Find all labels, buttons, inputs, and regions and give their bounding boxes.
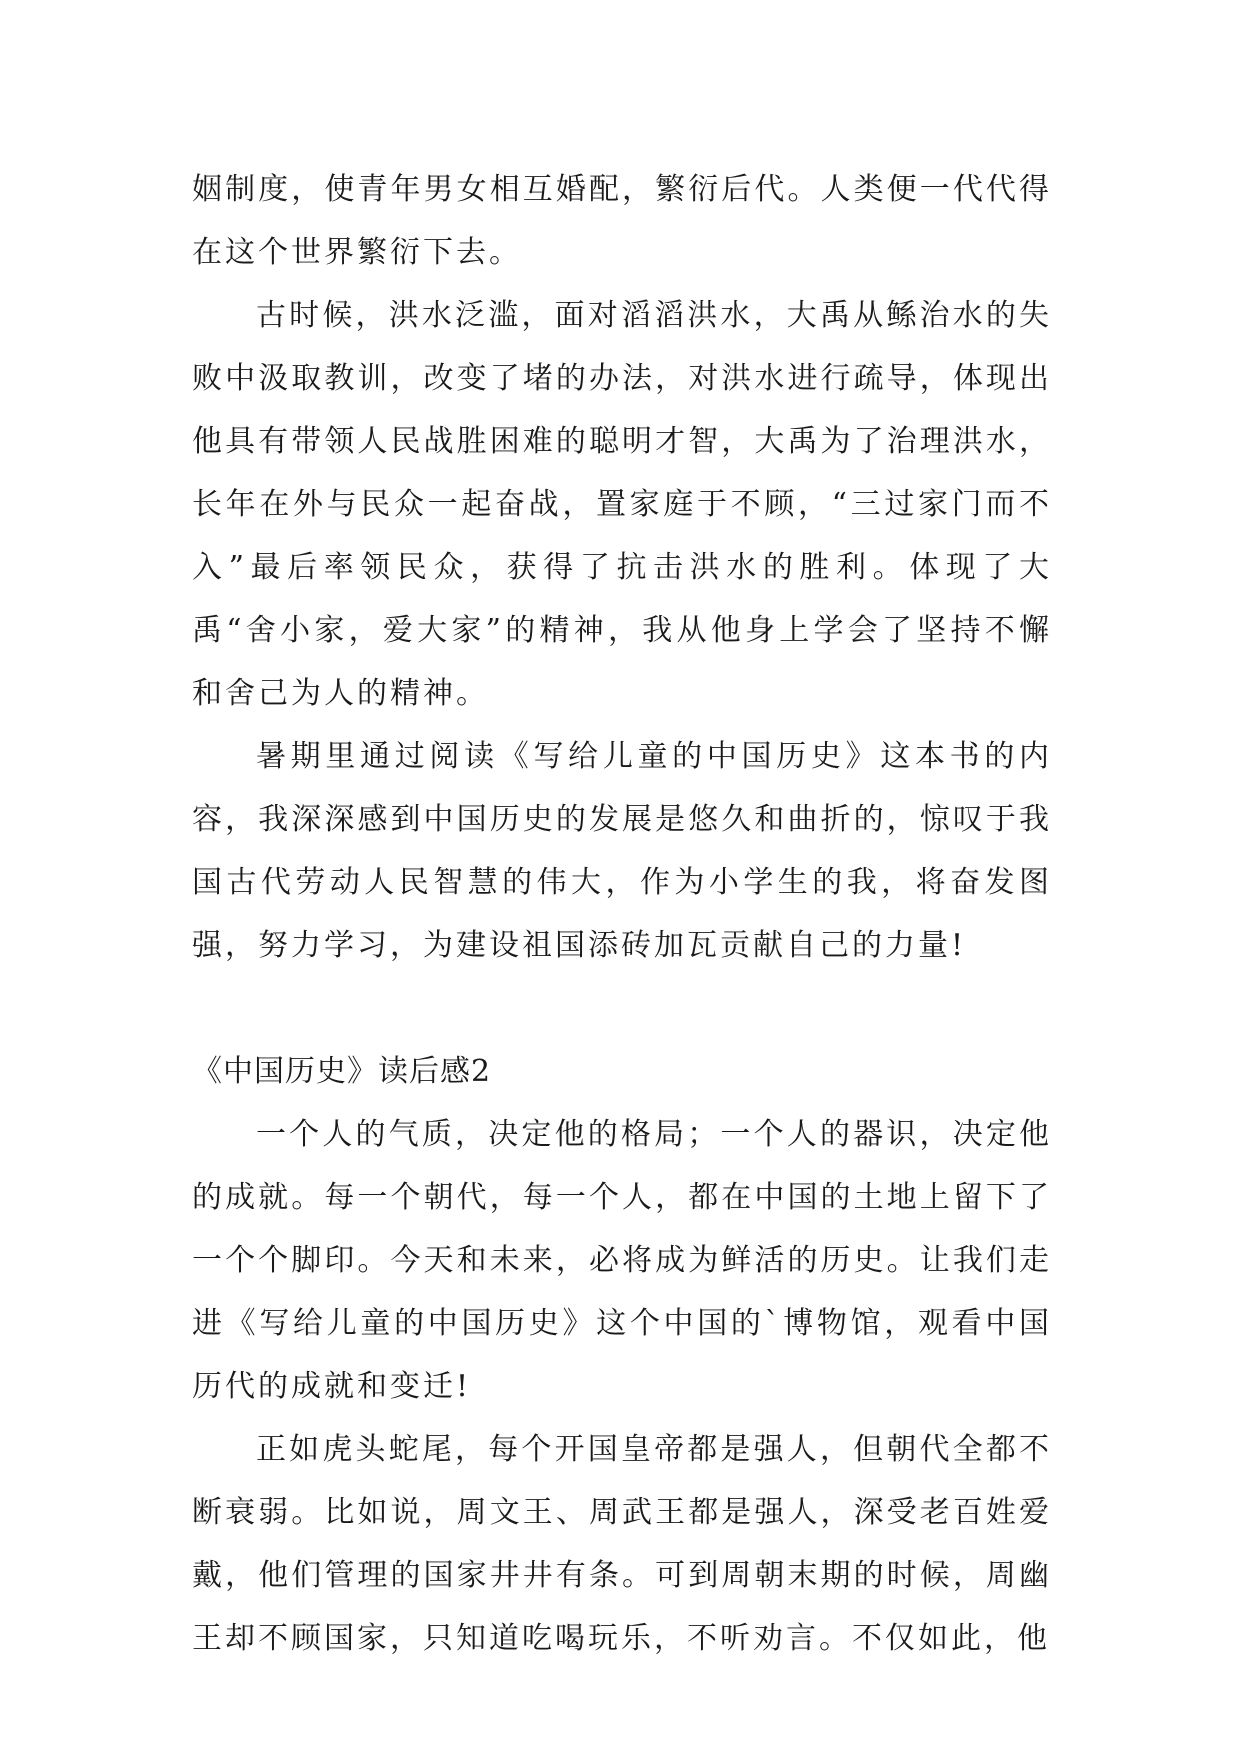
document-body [192,158,1052,1670]
paragraph-dynasty-decline: 正如虎头蛇尾，每个开国皇帝都是强人，但朝代全都不断衰弱。比如说，周文王、周武王都是强人，深受老百姓爱戴，他们管理的国家井井有条。可到周朝末期的时候，周幽王却不顾国家，只知道吃喝玩乐，不听劝言。不仅如此，他 [192,1432,1052,1656]
section-heading: 《中国历史》读后感2 [192,1054,492,1089]
paragraph-temperament: 一个人的气质，决定他的格局；一个人的器识，决定他的成就。每一个朝代，每一个人，都在中国的土地上留下了一个个脚印。今天和未来，必将成为鲜活的历史。让我们走进《写给儿童的中国历史》这个中国的`博物馆，观看中国历代的成就和变迁! [192,1117,1052,1404]
paragraph-marriage-system: 姻制度，使青年男女相互婚配，繁衍后代。人类便一代代得在这个世界繁衍下去。 [192,172,1052,270]
section-spacer [192,977,1052,1040]
paragraph-summer-reading: 暑期里通过阅读《写给儿童的中国历史》这本书的内容，我深深感到中国历史的发展是悠久和曲折的，惊叹于我国古代劳动人民智慧的伟大，作为小学生的我，将奋发图强，努力学习，为建设祖国添砖加瓦贡献自己的力量! [192,739,1052,963]
paragraph-dayu-flood-control: 古时候，洪水泛滥，面对滔滔洪水，大禹从鲧治水的失败中汲取教训，改变了堵的办法，对洪水进行疏导，体现出他具有带领人民战胜困难的聪明才智，大禹为了治理洪水，长年在外与民众一起奋战，置家庭于不顾，“三过家门而不入”最后率领民众，获得了抗击洪水的胜利。体现了大禹“舍小家，爱大家”的精神，我从他身上学会了坚持不懈和舍己为人的精神。 [192,298,1052,711]
